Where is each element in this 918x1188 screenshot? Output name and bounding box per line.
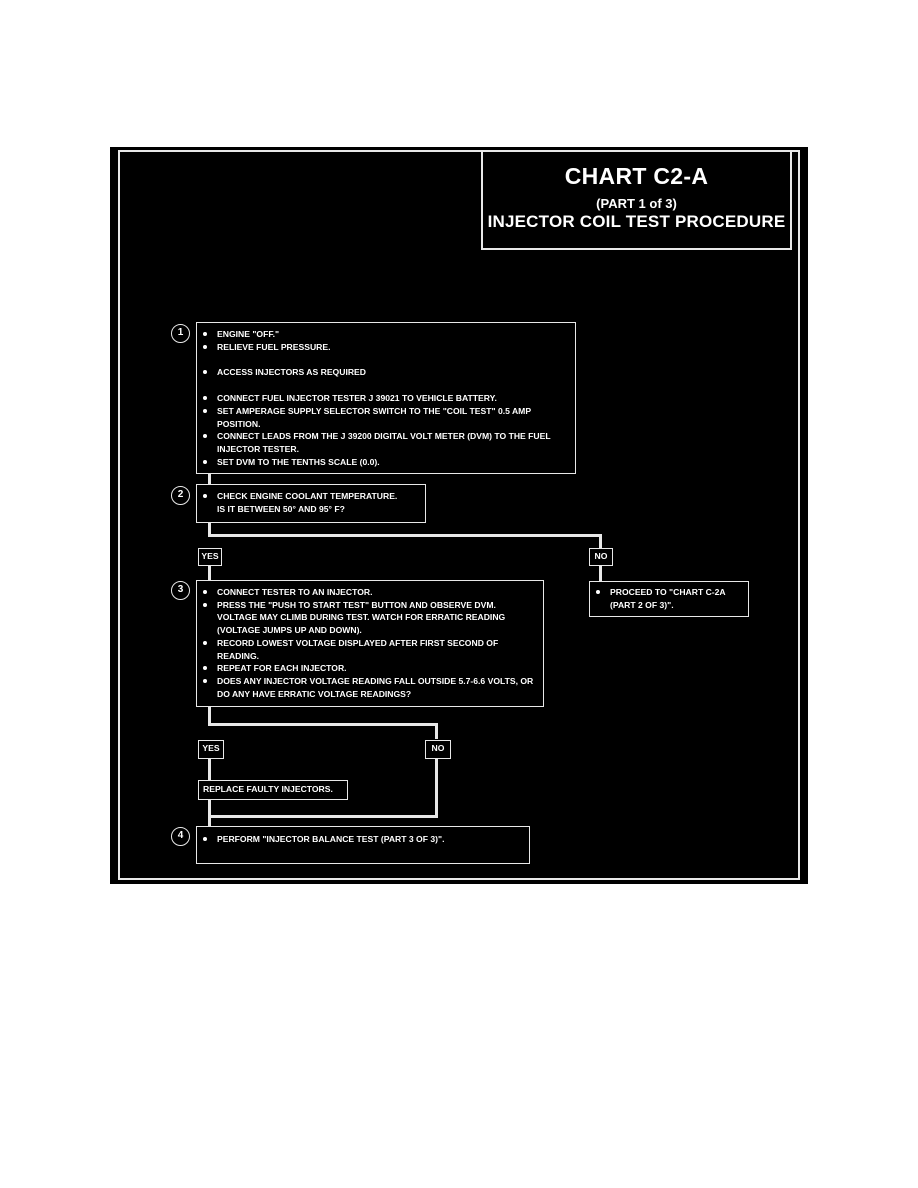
step2-box — [196, 484, 426, 523]
step1-item: CONNECT FUEL INJECTOR TESTER J 39021 TO VEHICLE BATTERY. — [197, 392, 575, 405]
step1-item: SET DVM TO THE TENTHS SCALE (0.0). — [197, 456, 575, 469]
yes-label-2: YES — [198, 740, 224, 759]
connector-no2-down — [435, 758, 438, 818]
connector-split-horizontal-1 — [208, 534, 602, 537]
step3-item: RECORD LOWEST VOLTAGE DISPLAYED AFTER FIRST SECOND OF READING. — [197, 637, 535, 662]
connector-no1-action — [599, 565, 602, 582]
step2-item: CHECK ENGINE COOLANT TEMPERATURE. IS IT BETWEEN 50° AND 95° F? — [197, 490, 405, 515]
step4-box — [196, 826, 530, 864]
connector-to-no1 — [599, 534, 602, 548]
chart-part: (PART 1 of 3) — [596, 196, 677, 211]
connector-yes2-replace — [208, 758, 211, 780]
no-label-2: NO — [425, 740, 451, 759]
no1-action-item: PROCEED TO "CHART C-2A (PART 2 OF 3)". — [590, 586, 730, 611]
connector-replace-4 — [208, 799, 211, 827]
no1-action-box — [589, 581, 749, 617]
step1-item: SET AMPERAGE SUPPLY SELECTOR SWITCH TO THE "COIL TEST" 0.5 AMP POSITION. — [197, 405, 575, 430]
yes-label-1: YES — [198, 548, 222, 566]
no-label-1: NO — [589, 548, 613, 566]
title-block — [481, 150, 792, 250]
step1-item: RELIEVE FUEL PRESSURE. — [197, 341, 575, 354]
step3-item: PRESS THE "PUSH TO START TEST" BUTTON AND OBSERVE DVM. VOLTAGE MAY CLIMB DURING TEST. WATCH FOR ERRATIC READING (VOLTAGE JUMPS UP AND DOWN). — [197, 599, 535, 637]
step-marker-1: 1 — [171, 324, 190, 343]
step3-item: CONNECT TESTER TO AN INJECTOR. — [197, 586, 535, 599]
connector-split-horizontal-2 — [208, 723, 438, 726]
step4-item: PERFORM "INJECTOR BALANCE TEST (PART 3 OF 3)". — [197, 833, 529, 846]
step3-box — [196, 580, 544, 707]
step-marker-3: 3 — [171, 581, 190, 600]
chart-title: CHART C2-A — [564, 163, 709, 189]
step3-item: DOES ANY INJECTOR VOLTAGE READING FALL OUTSIDE 5.7-6.6 VOLTS, OR DO ANY HAVE ERRATIC VOLTAGE READINGS? — [197, 675, 535, 700]
step-marker-2: 2 — [171, 486, 190, 505]
step-marker-4: 4 — [171, 827, 190, 846]
replace-injectors-box: REPLACE FAULTY INJECTORS. — [198, 780, 348, 800]
step3-item: REPEAT FOR EACH INJECTOR. — [197, 662, 535, 675]
step1-item: CONNECT LEADS FROM THE J 39200 DIGITAL VOLT METER (DVM) TO THE FUEL INJECTOR TESTER. — [197, 430, 575, 455]
flowchart-frame — [110, 147, 808, 884]
step1-item: ENGINE "OFF." — [197, 328, 575, 341]
step1-item: ACCESS INJECTORS AS REQUIRED — [197, 366, 575, 379]
connector-merge-horizontal — [208, 815, 438, 818]
chart-subtitle: INJECTOR COIL TEST PROCEDURE — [487, 212, 786, 231]
connector-to-no2 — [435, 723, 438, 739]
step1-box — [196, 322, 576, 474]
